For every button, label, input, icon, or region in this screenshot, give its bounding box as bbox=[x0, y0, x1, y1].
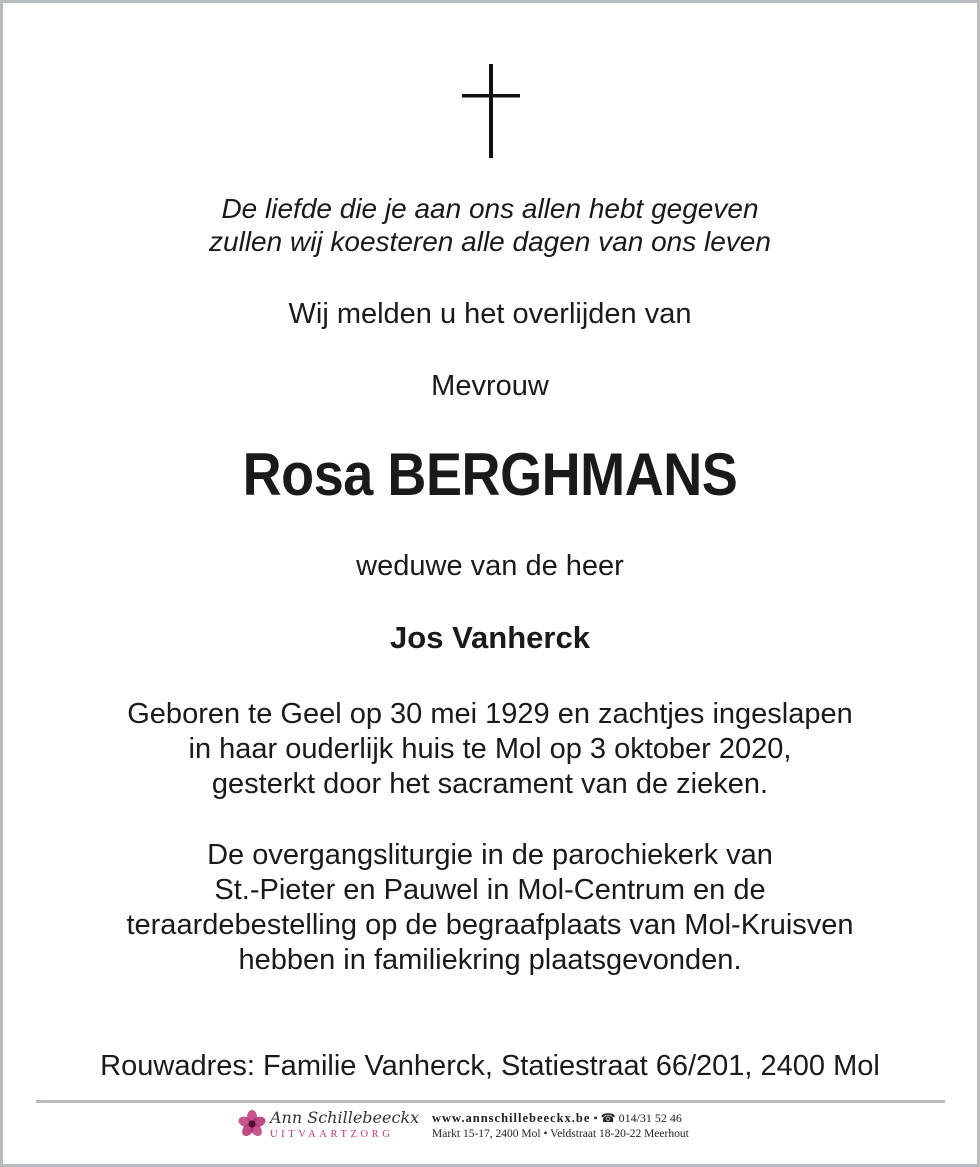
quote-line-1: De liefde die je aan ons allen hebt gegeven bbox=[221, 193, 759, 224]
brand-subtitle: UITVAARTZORG bbox=[270, 1129, 394, 1140]
ceremony-line-4: hebben in familiekring plaatsgevonden. bbox=[238, 944, 742, 976]
birth-death-line-1: Geboren te Geel op 30 mei 1929 en zachtjes ingeslapen bbox=[127, 698, 853, 730]
mourning-address: Rouwadres: Familie Vanherck, Statiestraat 66/201, 2400 Mol bbox=[100, 1050, 880, 1082]
footer-divider bbox=[36, 1100, 945, 1103]
ceremony-line-1: De overgangsliturgie in de parochiekerk van bbox=[207, 839, 773, 871]
website-link[interactable]: www.annschillebeeckx.be bbox=[432, 1111, 591, 1125]
contact-addresses: Markt 15-17, 2400 Mol • Veldstraat 18-20-22 Meerhout bbox=[432, 1128, 689, 1140]
deceased-name: Rosa BERGHMANS bbox=[242, 441, 738, 508]
quote-line-2: zullen wij koesteren alle dagen van ons leven bbox=[209, 226, 771, 257]
flower-logo-icon bbox=[238, 1110, 266, 1138]
phone-number: 014/31 52 46 bbox=[618, 1111, 682, 1125]
phone-icon: ☎ bbox=[600, 1111, 616, 1125]
spouse-name: Jos Vanherck bbox=[390, 620, 590, 655]
title-text: Mevrouw bbox=[431, 370, 549, 402]
brand-name: Ann Schillebeeckx bbox=[270, 1108, 420, 1127]
announcement-text: Wij melden u het overlijden van bbox=[288, 298, 692, 330]
cross-icon bbox=[462, 64, 520, 158]
separator-dot: • bbox=[593, 1111, 598, 1125]
birth-death-line-3: gesterkt door het sacrament van de zieken. bbox=[211, 768, 769, 800]
funeral-home-footer bbox=[0, 1108, 980, 1148]
ceremony-line-2: St.-Pieter en Pauwel in Mol-Centrum en de bbox=[214, 874, 766, 906]
ceremony-line-3: teraardebestelling op de begraafplaats van Mol-Kruisven bbox=[126, 909, 854, 941]
contact-line-1 bbox=[432, 1111, 682, 1126]
relation-text: weduwe van de heer bbox=[356, 550, 624, 582]
birth-death-line-2: in haar ouderlijk huis te Mol op 3 oktober 2020, bbox=[188, 733, 792, 765]
